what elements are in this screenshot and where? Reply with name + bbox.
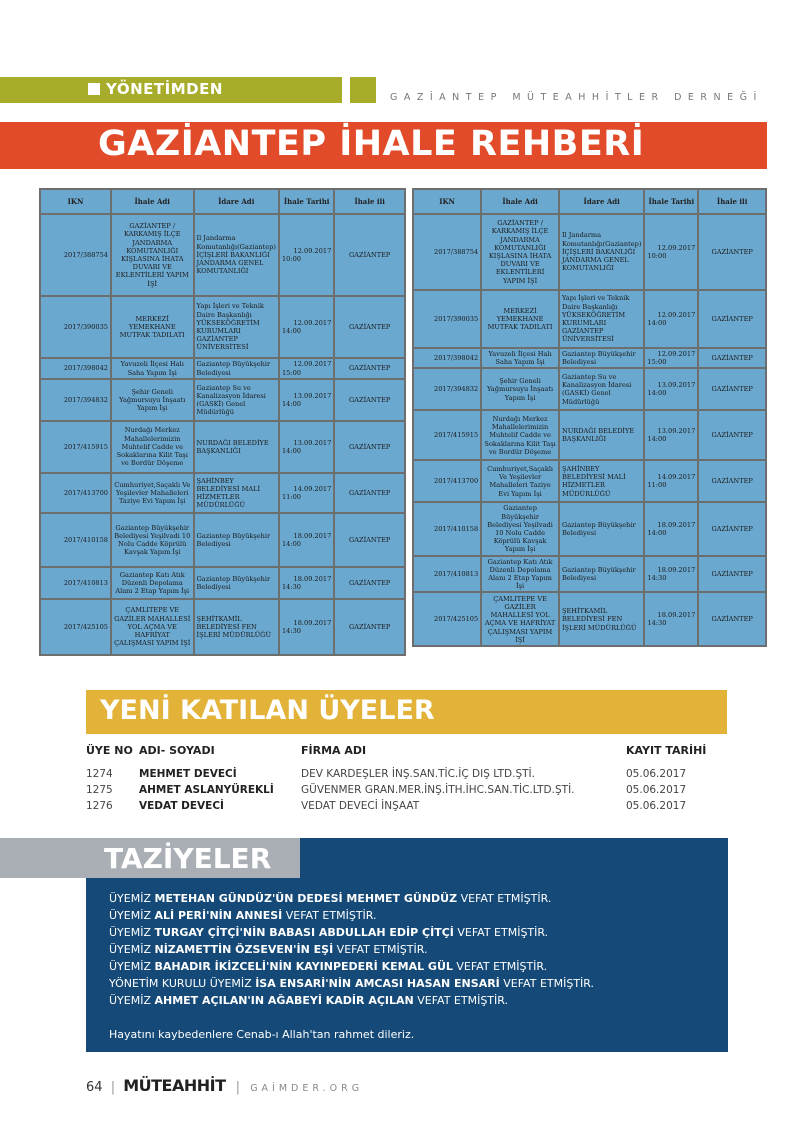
tender-time: 14:30	[647, 574, 667, 583]
date-cell	[645, 593, 697, 645]
tender-time: 14:30	[281, 583, 301, 591]
ikn-cell: 2017/390035	[414, 291, 480, 347]
authority-cell: Gaziantep Su ve Kanalizasyon İdaresi (GASKİ) Genel Müdürlüğü	[560, 369, 643, 409]
tender-name-cell: Cumhuriyet,Saçaklı Ve Yeşilevler Mahalleleri Taziye Evi Yapım İşi	[112, 474, 192, 512]
column-header: İhale Tarihi	[280, 190, 333, 213]
tender-name-cell: Nurdağı Merkez Mahallelerimizin Muhtelif Cadde ve Sokaklarına Kilit Taşı ve Bordür Döşeme	[482, 411, 558, 459]
tender-date: 12.09.2017	[657, 350, 696, 358]
tender-time: 10:00	[281, 255, 301, 263]
authority-cell: Gaziantep Büyükşehir Belediyesi	[195, 514, 278, 566]
tender-date: 18.09.2017	[293, 531, 332, 540]
members-title-band	[86, 690, 727, 734]
authority-cell: Yapı İşleri ve Teknik Daire Başkanlığı YÜKSEKÖĞRETİM KURUMLARI GAZİANTEP ÜNİVERSİTESİ	[560, 291, 643, 347]
member-no: 1274	[86, 768, 113, 780]
col-header-firm: FİRMA ADI	[301, 744, 367, 757]
condolence-suffix: VEFAT ETMİŞTİR.	[499, 977, 595, 990]
members-title: YENİ KATILAN ÜYELER	[100, 695, 435, 726]
col-header-name: ADI- SOYADI	[139, 744, 215, 757]
date-cell	[645, 557, 697, 592]
tender-table-left	[39, 188, 406, 656]
ikn-cell: 2017/388754	[414, 215, 480, 289]
column-header: İdare Adi	[195, 190, 278, 213]
tender-time: 10:00	[647, 252, 667, 260]
tender-name-cell: Şehir Geneli Yağmursuyu İnşaatı Yapım İşi	[112, 380, 192, 420]
tender-date: 12.09.2017	[293, 246, 332, 255]
tender-date: 12.09.2017	[657, 310, 696, 319]
date-cell	[645, 291, 697, 347]
member-firm: GÜVENMER GRAN.MER.İNŞ.İTH.İHC.SAN.TİC.LTD.ŞTİ.	[301, 784, 575, 796]
province-cell: GAZİANTEP	[699, 461, 765, 501]
ikn-cell: 2017/415915	[41, 422, 110, 472]
condolence-prefix: ÜYEMİZ	[109, 892, 155, 905]
table-row	[414, 461, 765, 501]
tender-table	[39, 188, 406, 656]
ikn-cell: 2017/398042	[414, 349, 480, 367]
tender-date: 18.09.2017	[657, 565, 696, 574]
authority-cell: Gaziantep Büyükşehir Belediyesi	[560, 503, 643, 554]
condolences-title-tab	[0, 838, 300, 878]
authority-cell: NURDAĞI BELEDİYE BAŞKANLIĞI	[560, 411, 643, 459]
province-cell: GAZİANTEP	[335, 215, 404, 295]
page-title: GAZİANTEP İHALE REHBERİ	[98, 124, 645, 164]
table-row	[414, 411, 765, 459]
tender-time: 15:00	[647, 358, 667, 367]
date-cell	[280, 380, 333, 420]
date-cell	[645, 215, 697, 289]
date-cell	[280, 600, 333, 654]
ikn-cell: 2017/415915	[414, 411, 480, 459]
ikn-cell: 2017/388754	[41, 215, 110, 295]
tender-table-right	[412, 188, 767, 647]
ikn-cell: 2017/394832	[414, 369, 480, 409]
tender-name-cell: ÇAMLITEPE VE GAZİLER MAHALLESİ YOL AÇMA VE HAFRİYAT ÇALIŞMASI YAPIM İŞİ	[482, 593, 558, 645]
tender-time: 14:30	[281, 627, 301, 635]
tender-time: 11:00	[281, 493, 301, 501]
tender-date: 14.09.2017	[293, 484, 332, 493]
tender-table	[412, 188, 767, 647]
tender-name-cell: Gaziantep Katı Atık Düzenli Depolama Alanı 2 Etap Yapım İşi	[482, 557, 558, 592]
tender-date: 12.09.2017	[657, 243, 696, 252]
condolence-prefix: ÜYEMİZ	[109, 943, 155, 956]
condolence-suffix: VEFAT ETMİŞTİR.	[333, 943, 428, 956]
province-cell: GAZİANTEP	[335, 600, 404, 654]
authority-cell: ŞAHİNBEY BELEDİYESİ MALİ HİZMETLER MÜDÜRLÜĞÜ	[195, 474, 278, 512]
table-row	[41, 380, 404, 420]
column-header: İhale Adi	[112, 190, 192, 213]
ikn-cell: 2017/410813	[41, 568, 110, 598]
condolence-prefix: ÜYEMİZ	[109, 994, 155, 1007]
date-cell	[645, 349, 697, 367]
member-firm: VEDAT DEVECİ İNŞAAT	[301, 800, 420, 812]
date-cell	[280, 474, 333, 512]
table-row	[41, 600, 404, 654]
footer-separator: |	[235, 1080, 241, 1095]
condolence-names: METEHAN GÜNDÜZ'ÜN DEDESİ MEHMET GÜNDÜZ	[154, 892, 458, 905]
ikn-cell: 2017/394832	[41, 380, 110, 420]
condolence-suffix: VEFAT ETMİŞTİR.	[457, 892, 552, 905]
ikn-cell: 2017/390035	[41, 297, 110, 357]
authority-cell: Gaziantep Büyükşehir Belediyesi	[560, 349, 643, 367]
date-cell	[645, 411, 697, 459]
province-cell: GAZİANTEP	[699, 411, 765, 459]
province-cell: GAZİANTEP	[699, 291, 765, 347]
table-row	[414, 291, 765, 347]
tender-time: 15:00	[281, 368, 301, 377]
tender-date: 12.09.2017	[293, 360, 332, 369]
tender-time: 14:30	[647, 619, 667, 628]
member-date: 05.06.2017	[626, 784, 687, 796]
ikn-cell: 2017/410158	[414, 503, 480, 554]
tender-date: 18.09.2017	[293, 574, 332, 583]
footer-separator: |	[110, 1080, 116, 1095]
condolence-prefix: YÖNETİM KURULU ÜYEMİZ	[109, 977, 256, 990]
ikn-cell: 2017/410813	[414, 557, 480, 592]
tender-name-cell: MERKEZİ YEMEKHANE MUTFAK TADILATI	[482, 291, 558, 347]
tender-date: 13.09.2017	[657, 381, 696, 390]
ikn-cell: 2017/413700	[414, 461, 480, 501]
date-cell	[280, 422, 333, 472]
tender-time: 14:00	[647, 389, 667, 398]
member-name: AHMET ASLANYÜREKLİ	[139, 784, 274, 796]
member-name: VEDAT DEVECİ	[139, 800, 224, 812]
condolence-line	[109, 977, 594, 990]
condolence-line	[109, 960, 547, 973]
table-row	[414, 503, 765, 554]
section-bar	[0, 77, 342, 103]
province-cell: GAZİANTEP	[699, 215, 765, 289]
condolence-suffix: VEFAT ETMİŞTİR.	[452, 960, 548, 973]
site-url[interactable]: GAİMDER.ORG	[250, 1083, 364, 1094]
tender-name-cell: Nurdağı Merkez Mahallelerimizin Muhtelif Cadde ve Sokaklarına Kilit Taşı ve Bordür Döşeme	[112, 422, 192, 472]
tender-date: 14.09.2017	[657, 473, 696, 482]
page-footer	[86, 1076, 363, 1095]
condolence-prefix: ÜYEMİZ	[109, 960, 155, 973]
condolences-title: TAZİYELER	[104, 842, 272, 875]
tender-time: 14:00	[281, 447, 301, 455]
tender-name-cell: GAZİANTEP / KARKAMIŞ İLÇE JANDARMA KOMUTANLIĞI KIŞLASINA İHATA DUVARI VE EKLENTİLERİ YAPIM İŞİ	[112, 215, 192, 295]
column-header: IKN	[41, 190, 110, 213]
tender-time: 14:00	[647, 529, 667, 538]
tender-name-cell: Gaziantep Katı Atık Düzenli Depolama Alanı 2 Etap Yapım İşi	[112, 568, 192, 598]
member-no: 1275	[86, 784, 113, 796]
tender-name-cell: Yavuzeli İlçesi Halı Saha Yapım İşi	[112, 359, 192, 378]
tender-name-cell: Gaziantep Büyükşehir Belediyesi Yeşilvadi 10 Nolu Cadde Köprülü Kavşak Yapım İşi	[112, 514, 192, 566]
condolence-names: TURGAY ÇİTÇİ'NİN BABASI ABDULLAH EDİP ÇİTÇİ	[154, 926, 454, 939]
magazine-logo: MÜTEAHHİT	[123, 1076, 226, 1095]
table-row	[41, 514, 404, 566]
authority-cell: Gaziantep Su ve Kanalizasyon İdaresi (GASKİ) Genel Müdürlüğü	[195, 380, 278, 420]
condolence-prefix: ÜYEMİZ	[109, 926, 155, 939]
tender-date: 18.09.2017	[293, 618, 332, 627]
date-cell	[280, 359, 333, 378]
column-header: IKN	[414, 190, 480, 213]
tender-name-cell: GAZİANTEP / KARKAMIŞ İLÇE JANDARMA KOMUTANLIĞI KIŞLASINA İHATA DUVARI VE EKLENTİLERİ YAPIM İŞİ	[482, 215, 558, 289]
ikn-cell: 2017/410158	[41, 514, 110, 566]
province-cell: GAZİANTEP	[335, 297, 404, 357]
association-name: GAZİANTEP MÜTEAHHİTLER DERNEĞİ	[390, 92, 763, 103]
province-cell: GAZİANTEP	[335, 474, 404, 512]
title-band	[0, 122, 767, 169]
tender-time: 14:00	[281, 540, 301, 548]
tender-time: 11:00	[647, 481, 667, 490]
tender-date: 18.09.2017	[657, 520, 696, 529]
table-row	[41, 359, 404, 378]
province-cell: GAZİANTEP	[335, 568, 404, 598]
tender-time: 14:00	[281, 400, 301, 408]
ikn-cell: 2017/413700	[41, 474, 110, 512]
tender-date: 12.09.2017	[293, 318, 332, 327]
province-cell: GAZİANTEP	[335, 359, 404, 378]
authority-cell: Yapı İşleri ve Teknik Daire Başkanlığı YÜKSEKÖĞRETİM KURUMLARI GAZİANTEP ÜNİVERSİTESİ	[195, 297, 278, 357]
condolence-names: İSA ENSARİ'NİN AMCASI HASAN ENSARİ	[255, 977, 500, 990]
authority-cell: ŞEHİTKAMİL BELEDİYESİ FEN İŞLERİ MÜDÜRLÜĞÜ	[560, 593, 643, 645]
tender-date: 13.09.2017	[293, 438, 332, 447]
condolence-names: NİZAMETTİN ÖZSEVEN'İN EŞİ	[154, 943, 334, 956]
condolence-line	[109, 909, 377, 922]
col-header-date: KAYIT TARİHİ	[626, 744, 707, 757]
tender-name-cell: Şehir Geneli Yağmursuyu İnşaatı Yapım İşi	[482, 369, 558, 409]
province-cell: GAZİANTEP	[699, 369, 765, 409]
tender-date: 13.09.2017	[657, 427, 696, 436]
condolence-line	[109, 994, 508, 1007]
condolences-closing: Hayatını kaybedenlere Cenab-ı Allah'tan rahmet dileriz.	[109, 1028, 415, 1041]
authority-cell: Gaziantep Büyükşehir Belediyesi	[560, 557, 643, 592]
condolence-names: BAHADIR İKİZCELİ'NİN KAYINPEDERİ KEMAL GÜL	[154, 960, 453, 973]
table-row	[414, 349, 765, 367]
date-cell	[280, 568, 333, 598]
tender-time: 14:00	[647, 435, 667, 444]
authority-cell: Gaziantep Büyükşehir Belediyesi	[195, 359, 278, 378]
tender-name-cell: Cumhuriyet,Saçaklı Ve Yeşilevler Mahalleleri Taziye Evi Yapım İşi	[482, 461, 558, 501]
authority-cell: Il Jandarma Komutanlığı(Gaziantep) İÇİŞLERİ BAKANLIĞI JANDARMA GENEL KOMUTANLIĞI	[195, 215, 278, 295]
condolence-suffix: VEFAT ETMİŞTİR.	[453, 926, 549, 939]
table-row	[41, 215, 404, 295]
tender-time: 14:00	[281, 327, 301, 335]
section-bar-accent	[350, 77, 376, 103]
province-cell: GAZİANTEP	[699, 349, 765, 367]
province-cell: GAZİANTEP	[335, 422, 404, 472]
ikn-cell: 2017/425105	[41, 600, 110, 654]
col-header-no: ÜYE NO	[86, 744, 133, 757]
condolence-names: ALİ PERİ'NİN ANNESİ	[154, 909, 283, 922]
square-icon	[88, 83, 100, 95]
column-header: İhale Tarihi	[645, 190, 697, 213]
condolence-line	[109, 892, 551, 905]
column-header: İhale ili	[699, 190, 765, 213]
tender-time: 14:00	[647, 319, 667, 327]
table-row	[41, 568, 404, 598]
member-firm: DEV KARDEŞLER İNŞ.SAN.TİC.İÇ DIŞ LTD.ŞTİ.	[301, 768, 535, 780]
ikn-cell: 2017/425105	[414, 593, 480, 645]
table-row	[41, 474, 404, 512]
member-name: MEHMET DEVECİ	[139, 768, 237, 780]
authority-cell: NURDAĞI BELEDİYE BAŞKANLIĞI	[195, 422, 278, 472]
condolence-prefix: ÜYEMİZ	[109, 909, 155, 922]
member-no: 1276	[86, 800, 113, 812]
tender-name-cell: Gaziantep Büyükşehir Belediyesi Yeşilvadi 10 Nolu Cadde Köprülü Kavşak Yapım İşi	[482, 503, 558, 554]
table-row	[41, 422, 404, 472]
condolence-line	[109, 926, 548, 939]
tender-date: 18.09.2017	[657, 611, 696, 620]
column-header: İhale ili	[335, 190, 404, 213]
table-row	[41, 297, 404, 357]
table-row	[414, 215, 765, 289]
table-row	[414, 593, 765, 645]
tender-name-cell: MERKEZİ YEMEKHANE MUTFAK TADILATI	[112, 297, 192, 357]
table-row	[414, 369, 765, 409]
member-date: 05.06.2017	[626, 800, 687, 812]
page-number: 64	[86, 1080, 103, 1095]
date-cell	[645, 503, 697, 554]
authority-cell: Gaziantep Büyükşehir Belediyesi	[195, 568, 278, 598]
member-date: 05.06.2017	[626, 768, 687, 780]
condolence-suffix: VEFAT ETMİŞTİR.	[282, 909, 377, 922]
date-cell	[280, 215, 333, 295]
authority-cell: ŞAHİNBEY BELEDİYESİ MALİ HİZMETLER MÜDÜRLÜĞÜ	[560, 461, 643, 501]
condolence-names: AHMET AÇILAN'IN AĞABEYİ KADİR AÇILAN	[154, 994, 414, 1007]
province-cell: GAZİANTEP	[335, 380, 404, 420]
authority-cell: ŞEHİTKAMİL BELEDİYESİ FEN İŞLERİ MÜDÜRLÜĞÜ	[195, 600, 278, 654]
province-cell: GAZİANTEP	[335, 514, 404, 566]
date-cell	[645, 461, 697, 501]
tender-date: 13.09.2017	[293, 391, 332, 400]
date-cell	[645, 369, 697, 409]
table-row	[414, 557, 765, 592]
authority-cell: Il Jandarma Komutanlığı(Gaziantep) İÇİŞLERİ BAKANLIĞI JANDARMA GENEL KOMUTANLIĞI	[560, 215, 643, 289]
province-cell: GAZİANTEP	[699, 557, 765, 592]
column-header: İdare Adi	[560, 190, 643, 213]
section-label: YÖNETİMDEN	[106, 80, 223, 98]
date-cell	[280, 514, 333, 566]
ikn-cell: 2017/398042	[41, 359, 110, 378]
column-header: İhale Adi	[482, 190, 558, 213]
province-cell: GAZİANTEP	[699, 503, 765, 554]
province-cell: GAZİANTEP	[699, 593, 765, 645]
condolence-line	[109, 943, 427, 956]
tender-name-cell: ÇAMLITEPE VE GAZİLER MAHALLESİ YOL AÇMA VE HAFRİYAT ÇALIŞMASI YAPIM İŞİ	[112, 600, 192, 654]
condolence-suffix: VEFAT ETMİŞTİR.	[413, 994, 509, 1007]
tender-name-cell: Yavuzeli İlçesi Halı Saha Yapım İşi	[482, 349, 558, 367]
date-cell	[280, 297, 333, 357]
